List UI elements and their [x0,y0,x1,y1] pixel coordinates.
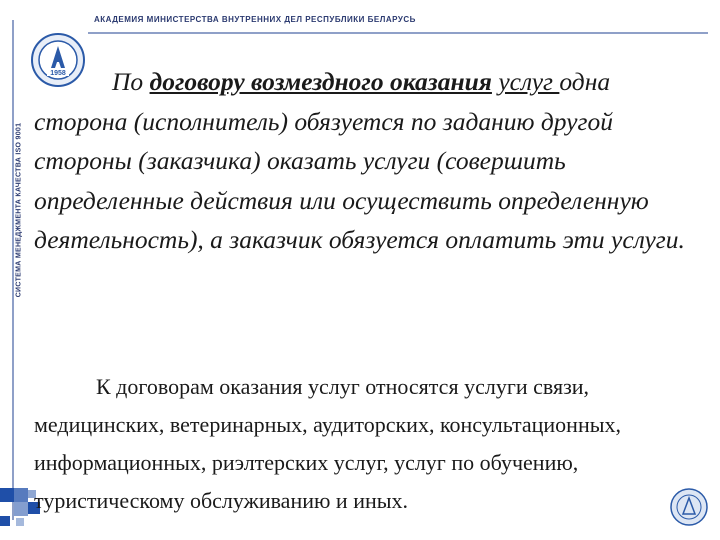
decor-square-5 [0,516,10,526]
side-caption [12,95,26,325]
decor-square-2 [14,488,28,502]
small-emblem-icon [669,487,709,527]
contract-term-end: услуг [498,67,560,96]
decor-square-1 [0,488,14,502]
header-divider [88,32,708,34]
definition-body: одна сторона (исполнитель) обязуется по заданию другой стороны (заказчика) оказать услуги (совершить определенные действия или осуществить определенную деятельность), а заказчик обязуется оплатить эти услуги. [34,67,685,254]
definition-paragraph [34,62,694,260]
logo-year: 1958 [50,70,66,77]
services-paragraph [34,368,674,520]
services-text: К договорам оказания услуг относятся услуги связи, медицинских, ветеринарных, аудиторских, консультационных, информационных, риэлтерских услуг, услуг по обучению, туристическому обслуживанию и иных. [34,374,622,513]
decor-square-3 [14,502,28,516]
contract-term: договору возмездного оказания [149,67,492,96]
organization-name: АКАДЕМИЯ МИНИСТЕРСТВА ВНУТРЕННИХ ДЕЛ РЕСПУБЛИКИ БЕЛАРУСЬ [94,15,416,24]
side-caption-text: СИСТЕМА МЕНЕДЖМЕНТА КАЧЕСТВА ISO 9001 [15,122,23,298]
paragraph-prefix: По [112,67,150,96]
decor-square-7 [16,518,24,526]
